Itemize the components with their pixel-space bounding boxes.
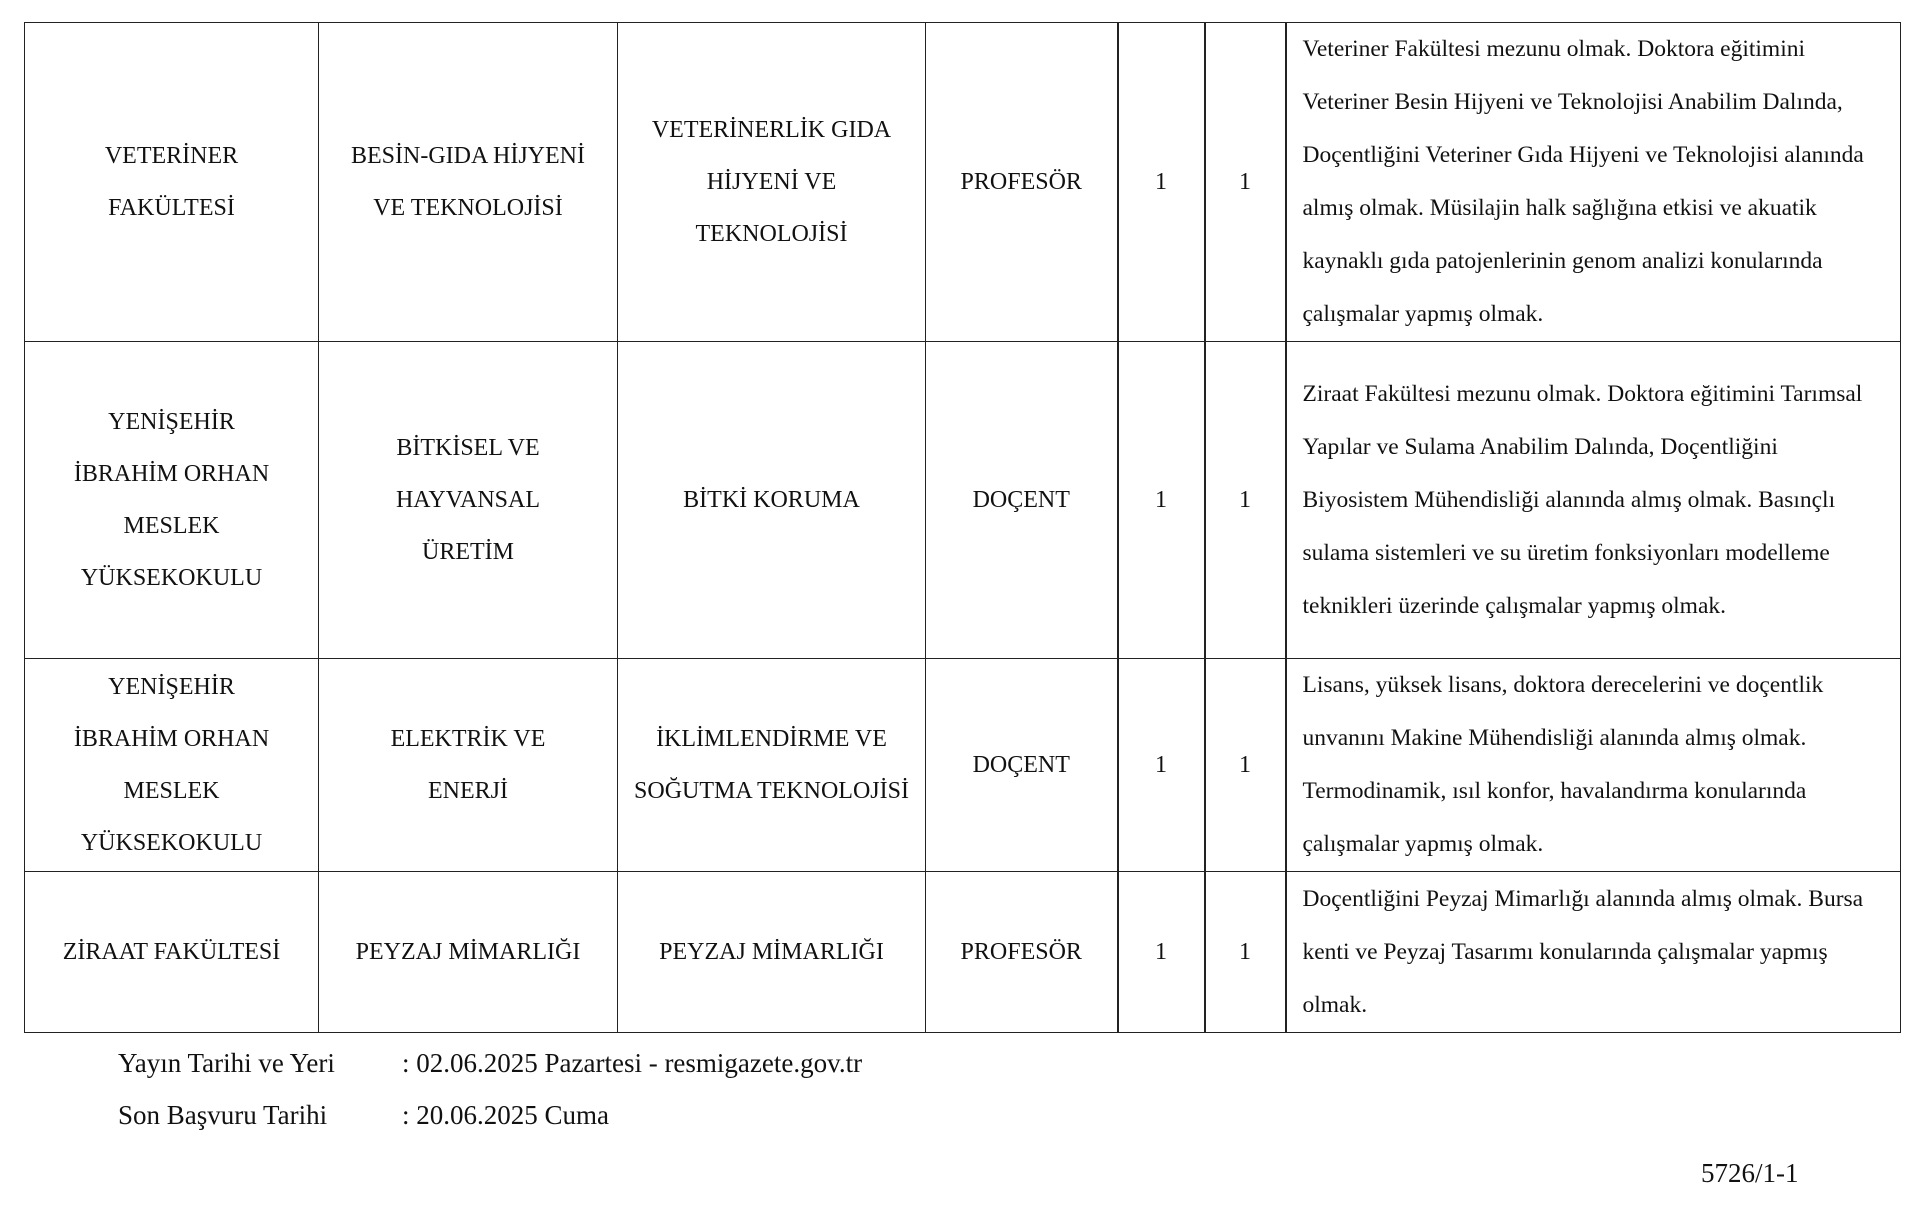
requirements-cell: Ziraat Fakültesi mezunu olmak. Doktora eğitimini Tarımsal Yapılar ve Sulama Anabilim Dalında, Doçentliğini Biyosistem Mühendisliği alanında almış olmak. Basınçlı sulama sistemleri ve su üretim fonksiyonları modelleme teknikleri üzerinde çalışmalar yapmış olmak. bbox=[1286, 342, 1901, 659]
department-cell: BİTKİSEL VE HAYVANSAL ÜRETİM bbox=[319, 342, 618, 659]
count-cell: 1 bbox=[1205, 23, 1286, 342]
title-cell: PROFESÖR bbox=[926, 23, 1118, 342]
faculty-cell: VETERİNER FAKÜLTESİ bbox=[25, 23, 319, 342]
requirements-cell: Lisans, yüksek lisans, doktora derecelerini ve doçentlik unvanını Makine Mühendisliği alanında almış olmak. Termodinamik, ısıl konfor, havalandırma konularında çalışmalar yapmış olmak. bbox=[1286, 659, 1901, 872]
division-cell: VETERİNERLİK GIDA HİJYENİ VE TEKNOLOJİSİ bbox=[618, 23, 926, 342]
publication-label: Yayın Tarihi ve Yeri bbox=[118, 1048, 335, 1078]
degree-cell: 1 bbox=[1118, 659, 1205, 872]
positions-table bbox=[24, 22, 1901, 1033]
deadline-line bbox=[118, 1100, 609, 1131]
department-cell: PEYZAJ MİMARLIĞI bbox=[319, 872, 618, 1033]
table-row bbox=[25, 872, 1901, 1033]
deadline-value: : 20.06.2025 Cuma bbox=[402, 1100, 609, 1130]
table-row bbox=[25, 342, 1901, 659]
division-cell: PEYZAJ MİMARLIĞI bbox=[618, 872, 926, 1033]
department-cell: ELEKTRİK VE ENERJİ bbox=[319, 659, 618, 872]
degree-cell: 1 bbox=[1118, 872, 1205, 1033]
publication-line bbox=[118, 1048, 862, 1079]
faculty-cell: ZİRAAT FAKÜLTESİ bbox=[25, 872, 319, 1033]
department-cell: BESİN-GIDA HİJYENİ VE TEKNOLOJİSİ bbox=[319, 23, 618, 342]
faculty-cell: YENİŞEHİR İBRAHİM ORHAN MESLEK YÜKSEKOKULU bbox=[25, 659, 319, 872]
degree-cell: 1 bbox=[1118, 342, 1205, 659]
requirements-cell: Doçentliğini Peyzaj Mimarlığı alanında almış olmak. Bursa kenti ve Peyzaj Tasarımı konularında çalışmalar yapmış olmak. bbox=[1286, 872, 1901, 1033]
count-cell: 1 bbox=[1205, 659, 1286, 872]
count-cell: 1 bbox=[1205, 342, 1286, 659]
degree-cell: 1 bbox=[1118, 23, 1205, 342]
faculty-cell: YENİŞEHİR İBRAHİM ORHAN MESLEK YÜKSEKOKULU bbox=[25, 342, 319, 659]
publication-value: : 02.06.2025 Pazartesi - resmigazete.gov.tr bbox=[402, 1048, 863, 1078]
deadline-label: Son Başvuru Tarihi bbox=[118, 1100, 328, 1130]
count-cell: 1 bbox=[1205, 872, 1286, 1033]
title-cell: DOÇENT bbox=[926, 342, 1118, 659]
division-cell: BİTKİ KORUMA bbox=[618, 342, 926, 659]
title-cell: DOÇENT bbox=[926, 659, 1118, 872]
table-row bbox=[25, 23, 1901, 342]
requirements-cell: Veteriner Fakültesi mezunu olmak. Doktora eğitimini Veteriner Besin Hijyeni ve Teknolojisi Anabilim Dalında, Doçentliğini Veteriner Gıda Hijyeni ve Teknolojisi alanında almış olmak. Müsilajin halk sağlığına etkisi ve akuatik kaynaklı gıda patojenlerinin genom analizi konularında çalışmalar yapmış olmak. bbox=[1286, 23, 1901, 342]
title-cell: PROFESÖR bbox=[926, 872, 1118, 1033]
division-cell: İKLİMLENDİRME VE SOĞUTMA TEKNOLOJİSİ bbox=[618, 659, 926, 872]
document-code: 5726/1-1 bbox=[1701, 1158, 1799, 1188]
table-row bbox=[25, 659, 1901, 872]
